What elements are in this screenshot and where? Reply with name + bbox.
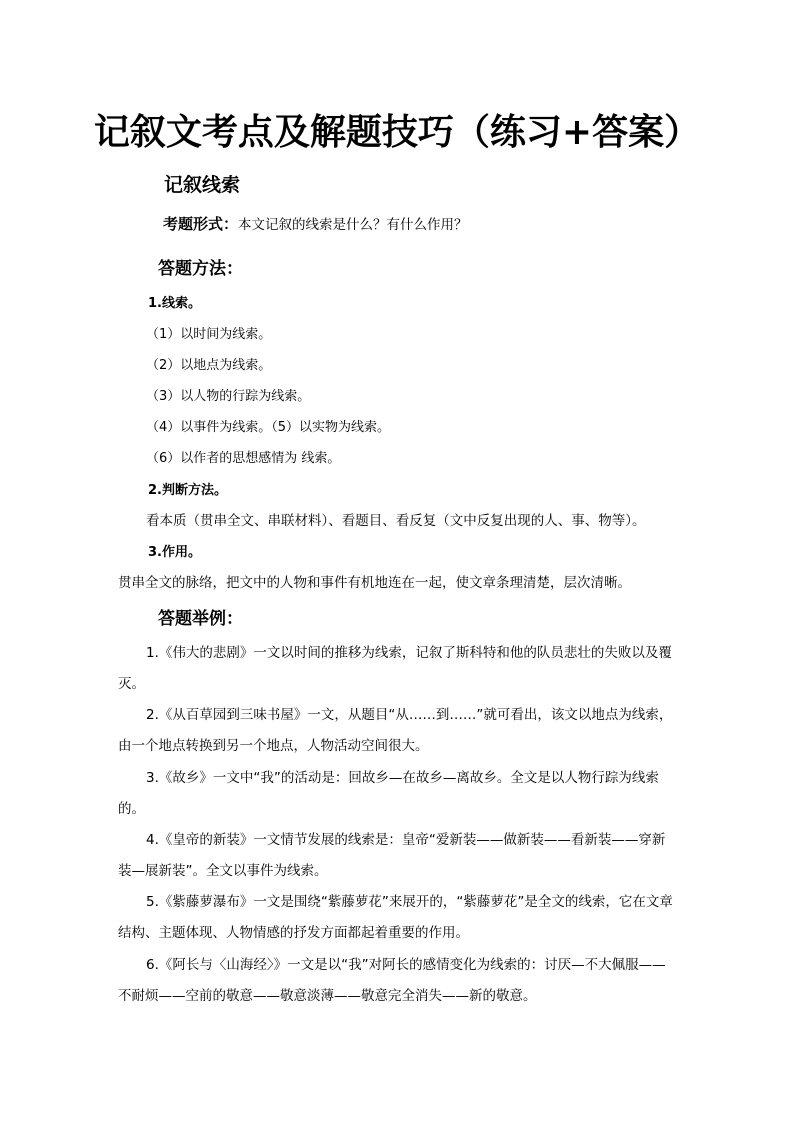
method-item-1-sub: （2）以地点为线索。 [146,358,272,373]
method-item-3-text: 贯串全文的脉络，把文中的人物和事件有机地连在一起，使文章条理清楚，层次清晰。 [118,575,631,591]
question-form-text: 本文记叙的线索是什么？有什么作用？ [238,217,468,233]
examples-heading: 答题举例： [158,609,243,629]
example-paragraph: 1.《伟大的悲剧》一文以时间的推移为线索，记叙了斯科特和他的队员悲壮的失败以及覆灭。 [118,645,672,692]
method-item-1-sub: （6）以作者的思想感情为 线索。 [146,451,341,466]
method-item-1-sub: （4）以事件为线索。（5）以实物为线索。 [146,420,391,435]
method-heading: 答题方法： [158,259,243,279]
method-item-3-title: 3.作用。 [148,545,201,560]
example-paragraph: 2.《从百草园到三味书屋》一文，从题目“从……到……”就可看出，该文以地点为线索，由一个地点转换到另一个地点，人物活动空间很大。 [118,707,673,754]
section-heading: 记叙线索 [164,174,241,196]
example-paragraph: 6.《阿长与〈山海经〉》一文是以“我”对阿长的感情变化为线索的：讨厌—不大佩服——不耐烦——空前的敬意——敬意淡薄——敬意完全消失——新的敬意。 [118,957,666,1004]
method-item-1-sub: （3）以人物的行踪为线索。 [146,389,311,404]
question-form-line [163,213,468,234]
method-item-1-sub: （1）以时间为线索。 [146,327,272,342]
method-item-1-title: 1.线索。 [148,296,201,311]
question-form-label: 考题形式： [163,215,239,233]
example-paragraph: 4.《皇帝的新装》一文情节发展的线索是：皇帝“爱新装——做新装——看新装——穿新装—展新装”。全文以事件为线索。 [118,832,666,879]
page-title: 记叙文考点及解题技巧（练习+答案） [93,111,701,153]
example-paragraph: 3.《故乡》一文中“我”的活动是：回故乡—在故乡—离故乡。全文是以人物行踪为线索的。 [118,770,659,817]
method-item-2-title: 2.判断方法。 [148,483,227,498]
example-paragraph: 5.《紫藤萝瀑布》一文是围绕“紫藤萝花”来展开的，“紫藤萝花”是全文的线索，它在文章结构、主题体现、人物情感的抒发方面都起着重要的作用。 [118,894,673,941]
method-item-2-text: 看本质（贯串全文、串联材料）、看题目、看反复（文中反复出现的人、事、物等）。 [146,513,646,529]
